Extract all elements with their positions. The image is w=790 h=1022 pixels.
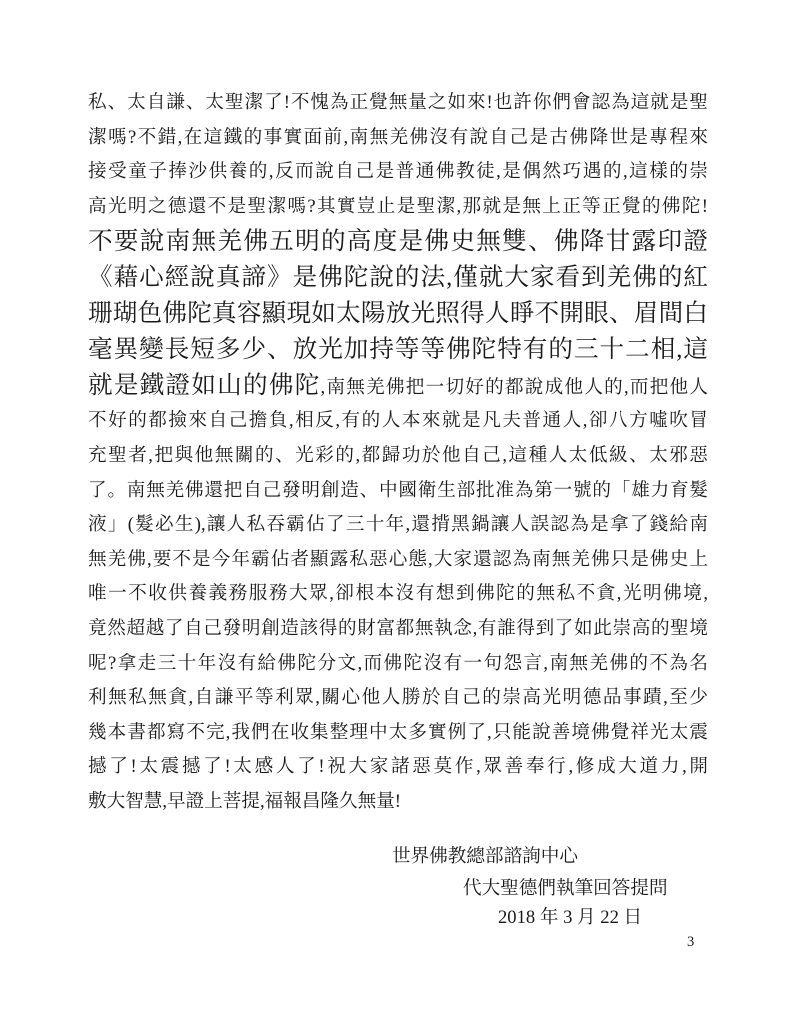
page-number: 3: [687, 934, 695, 950]
emphasis-line: 《藉心經說真諦》是佛陀說的法,僅就大家看到羌佛的紅: [88, 264, 708, 292]
body-line: 了。南無羌佛還把自己發明創造、中國衛生部批准為第一號的「雄力育髮: [88, 479, 708, 501]
mixed-line: [88, 368, 708, 404]
body-line: 充聖者,把與他無關的、光彩的,都歸功於他自己,這種人太低級、太邪惡: [88, 444, 708, 466]
body-line: 敷大智慧,早證上菩提,福報昌隆久無量!: [88, 790, 401, 812]
body-line: 唯一不收供養義務服務大眾,卻根本沒有想到佛陀的無私不貪,光明佛境,: [88, 583, 708, 605]
body-line: 幾本書都寫不完,我們在收集整理中太多實例了,只能說善境佛覺祥光太震: [88, 721, 708, 743]
body-line: 呢?拿走三十年沒有給佛陀分文,而佛陀沒有一句怨言,南無羌佛的不為名: [88, 652, 708, 674]
body-line: 竟然超越了自己發明創造該得的財富都無執念,有誰得到了如此崇高的聖境: [88, 617, 708, 639]
body-line: 液」(髮必生),讓人私吞霸佔了三十年,還揹黑鍋讓人誤認為是拿了錢給南: [88, 514, 708, 536]
emphasis-line: 珊瑚色佛陀真容顯現如太陽放光照得人睜不開眼、眉間白: [88, 300, 708, 328]
body-line: 無羌佛,要不是今年霸佔者顯露私惡心態,大家還認為南無羌佛只是佛史上: [88, 548, 708, 570]
body-line: 不好的都撿來自己擔負,相反,有的人本來就是凡夫普通人,卻八方噓吹冒: [88, 410, 708, 432]
footer-date: 2018 年 3 月 22 日: [498, 907, 643, 928]
body-line: 高光明之德還不是聖潔嗎?其實豈止是聖潔,那就是無上正等正覺的佛陀!: [88, 195, 708, 217]
footer-byline: 代大聖德們執筆回答提問: [463, 878, 668, 899]
body-line: 潔嗎?不錯,在這鐵的事實面前,南無羌佛沒有說自己是古佛降世是專程來: [88, 126, 708, 148]
body-line: 利無私無貪,自謙平等利眾,關心他人勝於自己的崇高光明德品事蹟,至少: [88, 687, 708, 709]
emphasis-line: 毫異變長短多少、放光加持等等佛陀特有的三十二相,這: [88, 336, 708, 364]
body-line: 私、太自謙、太聖潔了!不愧為正覺無量之如來!也許你們會認為這就是聖: [88, 92, 708, 113]
body-text-run: ,南無羌佛把一切好的都說成他人的,而把他人: [320, 377, 708, 399]
emphasis-text-run: 就是鐵證如山的佛陀: [88, 372, 321, 400]
body-line: 接受童子捧沙供養的,反而說自己是普通佛教徒,是偶然巧遇的,這樣的崇: [88, 161, 708, 183]
body-line: 撼了!太震撼了!太感人了!祝大家諸惡莫作,眾善奉行,修成大道力,開: [88, 756, 708, 778]
body-text-block: [88, 86, 708, 820]
footer-organization: 世界佛教總部諮詢中心: [392, 846, 578, 867]
emphasis-line: 不要說南無羌佛五明的高度是佛史無雙、佛降甘露印證: [88, 228, 708, 256]
